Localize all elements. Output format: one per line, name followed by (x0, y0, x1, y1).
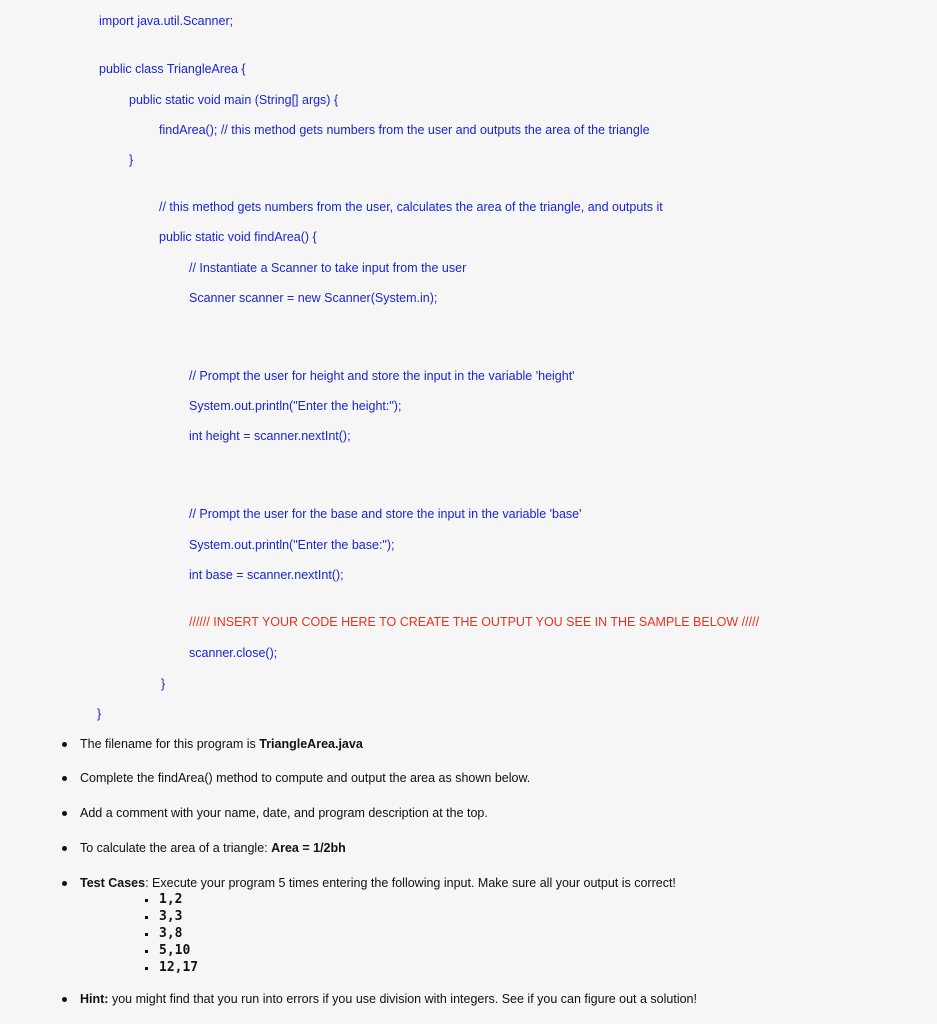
code-line-base-prompt: System.out.println("Enter the base:"); (189, 538, 395, 552)
bullet-area-formula-bold: Area = 1/2bh (271, 841, 346, 855)
code-line-base-comment: // Prompt the user for the base and store the input in the variable 'base' (189, 507, 582, 521)
bullet-test-cases-text: : Execute your program 5 times entering the following input. Make sure all your output is correct! (145, 876, 676, 890)
bullet-hint (80, 991, 697, 1007)
code-line-base-input: int base = scanner.nextInt(); (189, 568, 344, 582)
code-line-scanner-close: scanner.close(); (189, 646, 278, 660)
test-case-item: 3,8 (159, 926, 183, 941)
code-line-scanner-instantiation: Scanner scanner = new Scanner(System.in); (189, 291, 438, 305)
code-line-scanner-comment: // Instantiate a Scanner to take input from the user (189, 261, 467, 275)
sub-bullet-square (145, 933, 148, 936)
code-line-main-method: public static void main (String[] args) { (129, 93, 339, 107)
bullet-area-formula-text: To calculate the area of a triangle: (80, 841, 272, 855)
code-line-insert-instruction: ////// INSERT YOUR CODE HERE TO CREATE THE OUTPUT YOU SEE IN THE SAMPLE BELOW ///// (189, 615, 760, 629)
bullet-dot (62, 846, 67, 851)
bullet-area-formula (80, 840, 346, 856)
code-line-main-close-brace: } (129, 153, 134, 167)
bullet-test-cases (80, 875, 676, 891)
code-line-height-comment: // Prompt the user for height and store the input in the variable 'height' (189, 369, 575, 383)
bullet-filename-text: The filename for this program is (80, 737, 260, 751)
code-line-findarea-comment: // this method gets numbers from the user, calculates the area of the triangle, and outputs it (159, 200, 663, 214)
bullet-hint-bold: Hint: (80, 992, 109, 1006)
bullet-dot (62, 776, 67, 781)
bullet-dot (62, 811, 67, 816)
code-line-findarea-call: findArea(); // this method gets numbers from the user and outputs the area of the triangle (159, 123, 650, 137)
bullet-add-comment: Add a comment with your name, date, and program description at the top. (80, 806, 488, 820)
code-line-class-close-brace: } (97, 707, 102, 721)
bullet-test-cases-bold: Test Cases (80, 876, 146, 890)
bullet-complete-method: Complete the findArea() method to compute and output the area as shown below. (80, 771, 531, 785)
code-line-findarea-declaration: public static void findArea() { (159, 230, 317, 244)
sub-bullet-square (145, 916, 148, 919)
code-line-height-input: int height = scanner.nextInt(); (189, 429, 351, 443)
bullet-dot (62, 997, 67, 1002)
sub-bullet-square (145, 950, 148, 953)
code-line-import: import java.util.Scanner; (99, 14, 234, 28)
test-case-item: 3,3 (159, 909, 183, 924)
bullet-filename-bold: TriangleArea.java (259, 737, 363, 751)
sub-bullet-square (145, 967, 148, 970)
bullet-dot (62, 881, 67, 886)
test-case-item: 12,17 (159, 960, 199, 975)
code-line-class-declaration: public class TriangleArea { (99, 62, 246, 76)
test-case-item: 1,2 (159, 892, 183, 907)
bullet-dot (62, 742, 67, 747)
code-line-findarea-close-brace: } (161, 677, 166, 691)
bullet-hint-text: you might find that you run into errors if you use division with integers. See if you can figure out a solution! (108, 992, 697, 1006)
bullet-filename (80, 736, 363, 752)
test-case-item: 5,10 (159, 943, 191, 958)
code-line-height-prompt: System.out.println("Enter the height:"); (189, 399, 402, 413)
sub-bullet-square (145, 899, 148, 902)
